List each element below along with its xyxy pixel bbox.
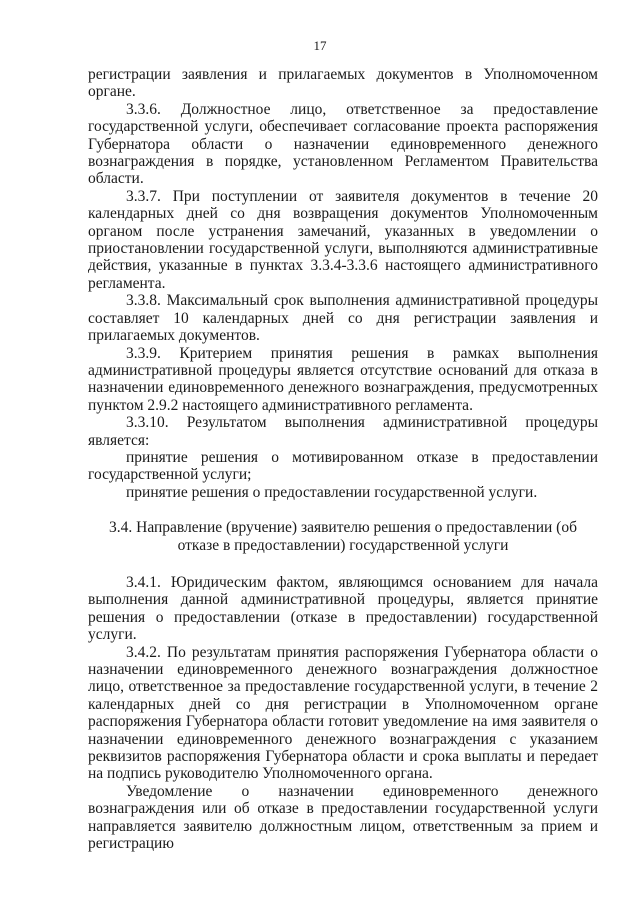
paragraph-3-3-7: 3.3.7. При поступлении от заявителя документов в течение 20 календарных дней со дня возвращения документов Уполномоченным органом после устранения замечаний, указанных в уведомлении о приостановлении государственной услуги, выполняются административные действия, указанные в пунктах 3.3.4-3.3.6 настоящего административного регламента. xyxy=(88,187,598,292)
paragraph-result-approval: принятие решения о предоставлении государственной услуги. xyxy=(126,483,538,501)
page-number: 17 xyxy=(313,38,327,53)
paragraph-result-refusal: принятие решения о мотивированном отказе в предоставлении государственной услуги; xyxy=(88,448,598,484)
paragraph-3-4-2: 3.4.2. По результатам принятия распоряжения Губернатора области о назначении единовременного денежного вознаграждения должностное лицо, ответственное за предоставление государственной услуги, в течение 2 календарных дней со дня регистрации в Уполномоченном органе распоряжения Губернатора области готовит уведомление на имя заявителя о назначении единовременного денежного вознаграждения с указанием реквизитов распоряжения Губернатора области и срока выплаты и передает на подпись руководителю Уполномоченного органа. xyxy=(88,643,598,783)
paragraph-3-3-10: 3.3.10. Результатом выполнения административной процедуры является: xyxy=(88,414,598,449)
section-heading-3-4: 3.4. Направление (вручение) заявителю решения о предоставлении (об отказе в предоставлении) государственной услуги xyxy=(109,519,577,554)
paragraph-3-4-1: 3.4.1. Юридическим фактом, являющимся основанием для начала выполнения данной административной процедуры, является принятие решения о предоставлении (отказе в предоставлении) государственной услуги. xyxy=(88,573,598,644)
paragraph-notification: Уведомление о назначении единовременного денежного вознаграждения или об отказе в предоставлении государственной услуги направляется заявителю должностным лицом, ответственным за прием и регистрацию xyxy=(88,782,598,853)
document-body xyxy=(88,66,598,852)
paragraph-continuation: регистрации заявления и прилагаемых документов в Уполномоченном органе. xyxy=(88,66,598,101)
paragraph-3-3-9: 3.3.9. Критерием принятия решения в рамках выполнения административной процедуры является отсутствие оснований для отказа в назначении единовременного денежного вознаграждения, предусмотренных пунктом 2.9.2 настоящего административного регламента. xyxy=(88,344,598,414)
paragraph-3-3-8: 3.3.8. Максимальный срок выполнения административной процедуры составляет 10 календарных дней со дня регистрации заявления и прилагаемых документов. xyxy=(88,292,598,345)
paragraph-3-3-6: 3.3.6. Должностное лицо, ответственное за предоставление государственной услуги, обеспечивает согласование проекта распоряжения Губернатора области о назначении единовременного денежного вознаграждения в порядке, установленном Регламентом Правительства области. xyxy=(88,100,598,188)
